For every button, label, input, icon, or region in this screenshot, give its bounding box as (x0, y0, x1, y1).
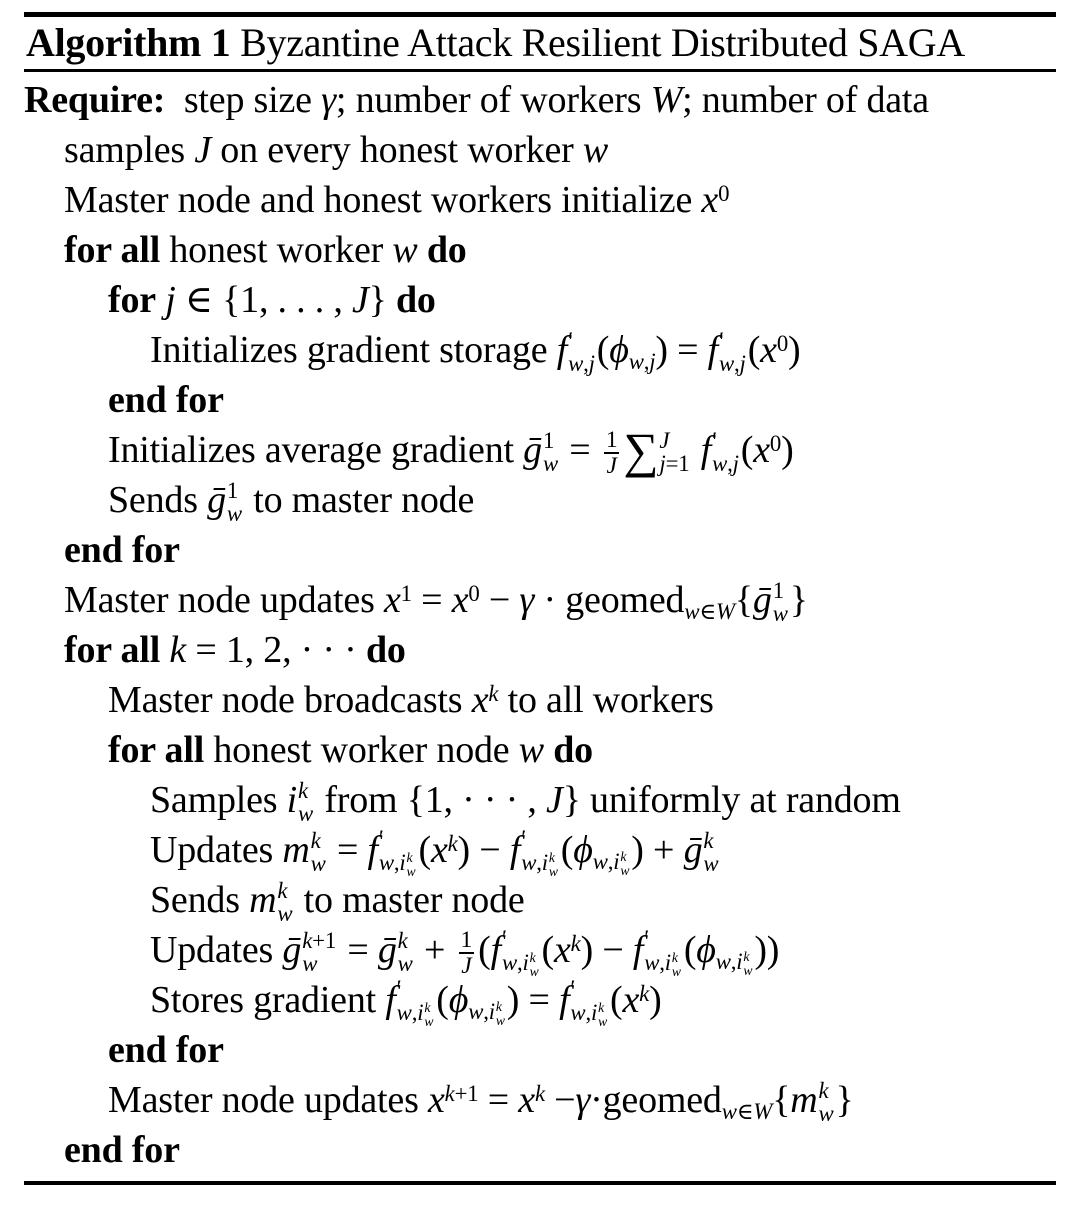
algorithm-line: for all honest worker w do (64, 229, 467, 271)
algorithm-title: Byzantine Attack Resilient Distributed SAGA (230, 20, 965, 65)
algorithm-header (24, 17, 1056, 69)
algorithm-line: end for (64, 529, 180, 571)
algorithm-line: for all honest worker node w do (108, 729, 593, 771)
algorithm-line: Sends m k w to master node (150, 878, 525, 927)
paper-page (0, 12, 1080, 1208)
algorithm-line: Master node and honest workers initialize $x^0$ (64, 179, 730, 221)
algorithm-label: Algorithm 1 (26, 20, 231, 65)
algorithm-line: samples J on every honest worker w (64, 129, 609, 171)
algorithm-line: Master node broadcasts $x^k$ to all workers (108, 679, 714, 721)
algorithm-line: Initializes gradient storage f ′ w,j (ϕw,j) = f ′ w,j $(x^0)$ (150, 328, 801, 377)
algorithm-line: end for (108, 1029, 224, 1071)
bottom-rule (24, 1181, 1056, 1185)
algorithm-line: Updates ḡ k+1 w = ḡ k w + $\frac{1}{J}$ (f ′ w,i k w $(x^k) - f$ ′ w,i k w (ϕw,i k w )) (150, 926, 780, 980)
algorithm-line: Stores gradient f ′ w,i k w (ϕw,i k w ) = f ′ w,i k w $(x^k)$ (150, 976, 662, 1029)
algorithm-line: end for (64, 1129, 180, 1171)
algorithm-body (24, 72, 1056, 1175)
algorithm-line: for j ∈ {1, . . . , J} do (108, 279, 436, 321)
algorithm-line: end for (108, 379, 224, 421)
algorithm-block (0, 12, 1080, 1185)
algorithm-line: Samples i k w from {1, · · · , J} uniformly at random (150, 778, 901, 827)
algorithm-line: Initializes average gradient ḡ 1 w = $\frac{1}{J}$ ∑ J j=1 f ′ w,j $(x^0)$ (108, 422, 794, 480)
algorithm-line: for all k = 1, 2, · · · do (64, 629, 406, 671)
algorithm-line: Require: step size γ; number of workers W; number of data (24, 79, 929, 121)
algorithm-line: Master node updates $x^{k+1} = x^k$ −γ·geomedw∈W{m k w } (108, 1078, 854, 1127)
algorithm-line: Master node updates $x^1 = x^0 - \gamma$ · geomedw∈W{ḡ 1 w } (64, 578, 808, 627)
algorithm-line: Updates m k w = f ′ w,i k w $(x^k) - f$ ′ w,i k w (ϕw,i k w ) + ḡ k w (150, 826, 719, 879)
algorithm-line: Sends ḡ 1 w to master node (108, 478, 475, 527)
